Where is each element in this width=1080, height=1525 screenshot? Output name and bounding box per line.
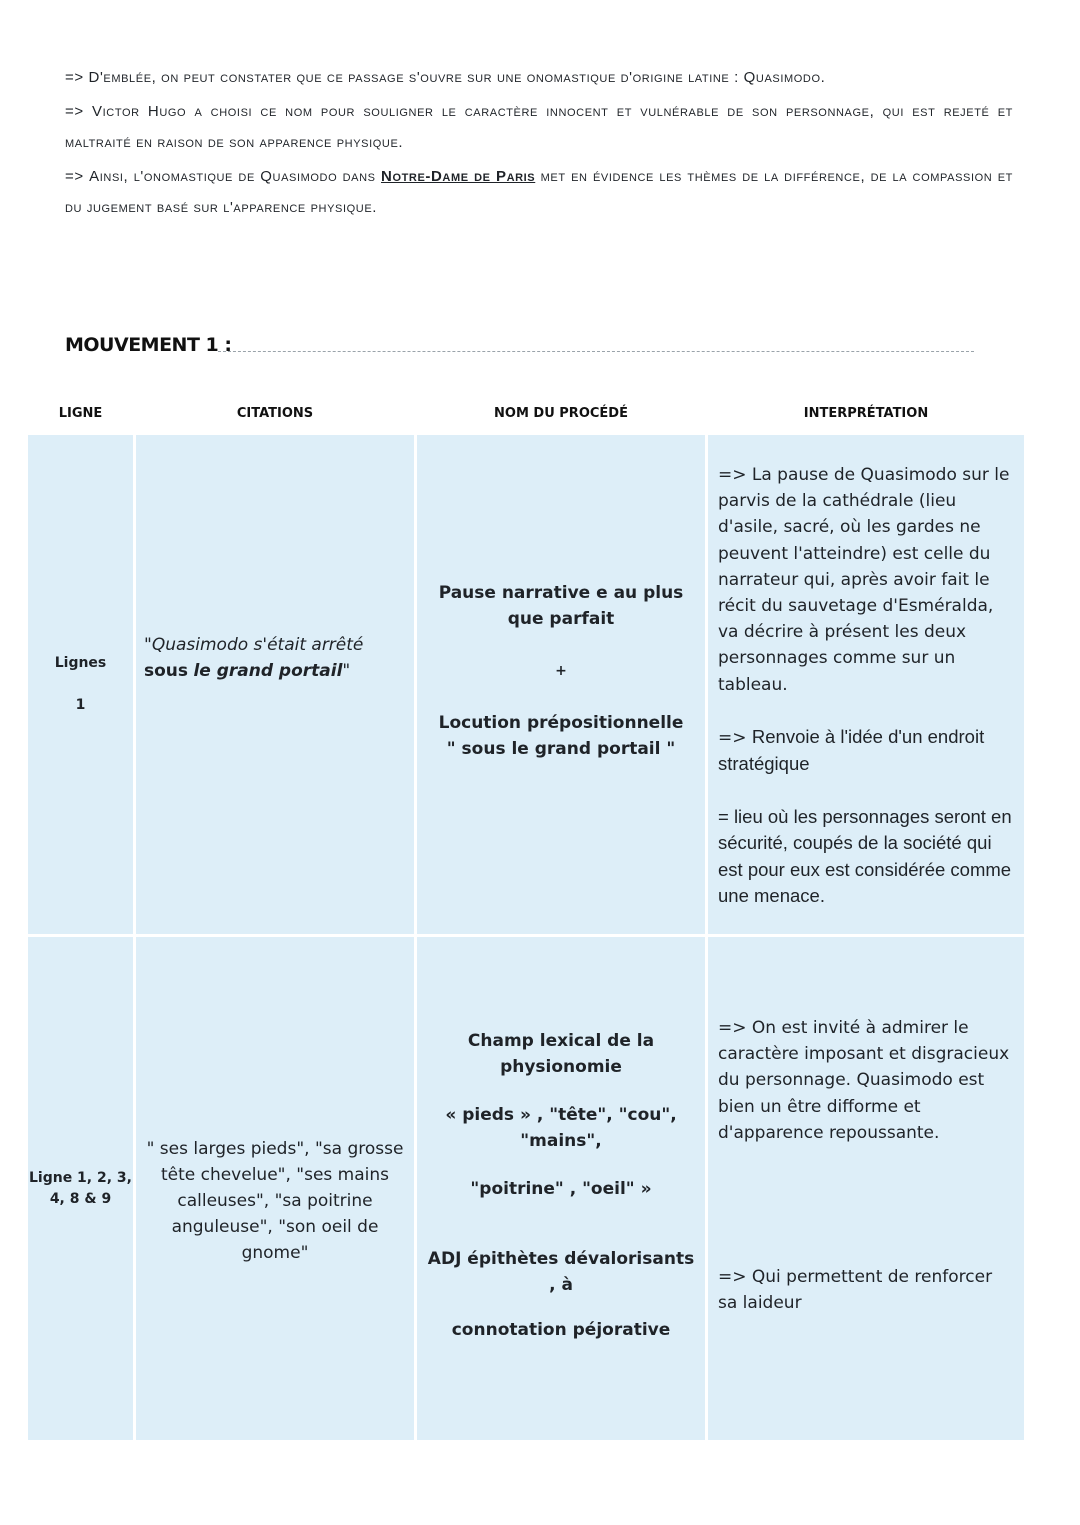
arrow-marker: => [65, 69, 84, 86]
row2-citation-cell [136, 937, 414, 1440]
arrow-marker: => [65, 168, 84, 185]
plus-sign: + [555, 663, 567, 679]
row1-citation-cell [136, 435, 414, 934]
row1-procede [429, 580, 693, 762]
movement-title: MOUVEMENT 1 : [65, 334, 232, 356]
intro-section [65, 62, 1013, 226]
quote-mark: " [342, 661, 351, 681]
row2-interpretation-b [708, 1264, 1024, 1316]
row2-citation: " ses larges pieds", "sa grosse tête chevelue", "ses mains calleuses", "sa poitrine anguleuse", "son oeil de gnome" [146, 1139, 404, 1263]
book-title: Notre-Dame de Paris [381, 168, 536, 185]
header-procede: NOM DU PROCÉDÉ [494, 406, 628, 421]
intro-paragraph-2 [65, 96, 1013, 158]
interpretation-securite: = lieu où les personnages seront en sécurité, coupés de la société qui est pour eux est considérée comme une menace. [718, 806, 1012, 906]
interpretation-pause: => La pause de Quasimodo sur le parvis de la cathédrale (lieu d'asile, sacré, où les gardes ne peuvent l'atteindre) est celle du narrateur qui, après avoir fait le récit du sauvetage d'Esméralda, va décrire à présent les deux personnages comme sur un tableau. [718, 465, 1010, 695]
row2-procede-cell [417, 937, 705, 1440]
intro-text-1: D'emblée, on peut constater que ce passage s'ouvre sur une onomastique d'origine latine : Quasimodo. [88, 69, 826, 86]
procede-connotation: connotation péjorative [451, 1320, 671, 1340]
procede-champ-lexical: Champ lexical de la physionomie [467, 1031, 655, 1077]
row1-interpretation [708, 462, 1024, 909]
procede-lexique-1: « pieds » , "tête", "cou", "mains", [445, 1105, 677, 1151]
row2-interpretation [708, 1015, 1024, 1146]
interpretation-apparence: => On est invité à admirer le caractère imposant et disgracieux du personnage. Quasimodo est bien un être difforme et d'apparence repoussante. [718, 1018, 1010, 1143]
intro-text-3a: Ainsi, l'onomastique de Quasimodo dans [89, 168, 376, 185]
procede-pause-narrative: Pause narrative e au plus que parfait [438, 583, 684, 629]
row2-ligne-cell [28, 937, 133, 1440]
procede-locution-quote: " sous le grand portail " [446, 739, 676, 759]
row2-ligne-a: Ligne 1, 2, 3, [28, 1170, 132, 1186]
header-citations: CITATIONS [236, 406, 314, 421]
row1-ligne-label [28, 653, 133, 716]
intro-text-3b: met en évidence les thèmes de la différence, de la compassion et du jugement basé sur l'apparence physique. [65, 168, 1013, 216]
row2-interpretation-cell [708, 937, 1024, 1440]
row1-interpretation-cell [708, 435, 1024, 934]
row1-ligne-number: 1 [75, 697, 86, 713]
row2-ligne-b: 4, 8 & 9 [49, 1191, 112, 1207]
citation-bold: sous [144, 661, 189, 681]
quote-mark: " [144, 635, 152, 655]
citation-text: Quasimodo s'était arrêté [151, 635, 364, 655]
citation-bold-italic: le grand portail [193, 661, 343, 681]
interpretation-endroit: Renvoie à l'idée d'un endroit stratégique [718, 725, 985, 775]
intro-text-2: Victor Hugo a choisi ce nom pour souligner le caractère innocent et vulnérable de son personnage, qui est rejeté et maltraité en raison de son apparence physique. [65, 103, 1013, 151]
row2-procede [423, 1028, 699, 1343]
header-ligne: LIGNE [58, 406, 103, 421]
row1-citation [144, 632, 408, 684]
arrow-marker: => [718, 727, 747, 748]
procede-lexique-2: "poitrine" , "oeil" » [470, 1179, 652, 1199]
row1-ligne-word: Lignes [54, 655, 107, 671]
procede-adjectifs: ADJ épithètes dévalorisants , à [427, 1249, 695, 1295]
row1-procede-cell [417, 435, 705, 934]
intro-paragraph-3 [65, 161, 1013, 223]
procede-locution: Locution prépositionnelle [438, 713, 684, 733]
arrow-marker: => [65, 103, 84, 120]
interpretation-laideur: => Qui permettent de renforcer sa laideur [718, 1267, 993, 1314]
row1-ligne-cell [28, 435, 133, 934]
header-interpretation: INTERPRÉTATION [803, 406, 929, 421]
row2-ligne-label [28, 1168, 133, 1210]
intro-paragraph-1 [65, 62, 1013, 93]
movement-title-fill-line [218, 351, 974, 352]
